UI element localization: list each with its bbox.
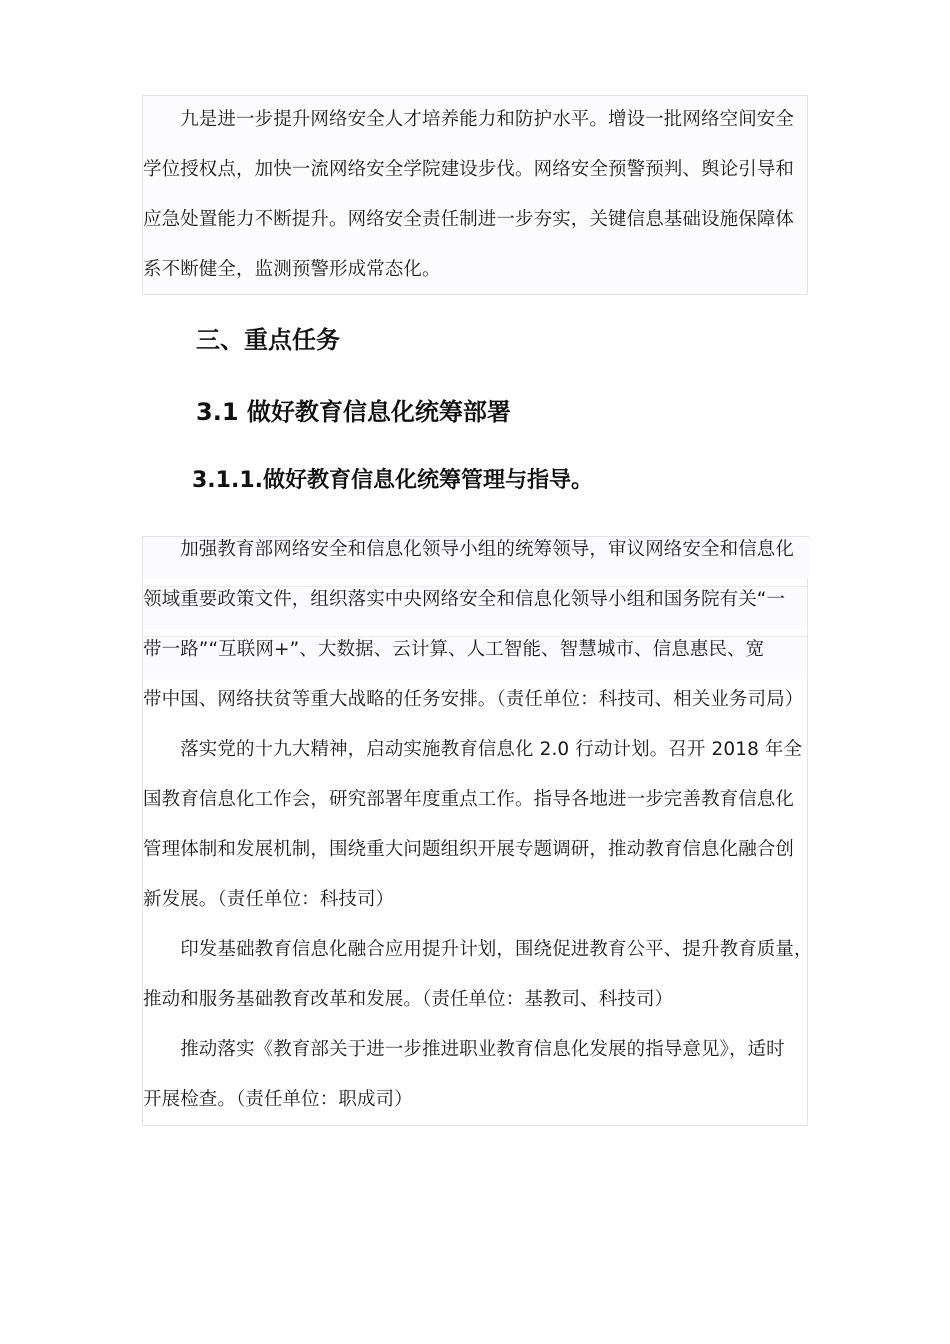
- body-line-6: 国教育信息化工作会，研究部署年度重点工作。指导各地进一步完善教育信息化: [143, 789, 795, 810]
- body-paragraphs: [142, 536, 813, 1126]
- section-heading: 三、重点任务: [196, 326, 340, 354]
- body-line-9: 印发基础教育信息化融合应用提升计划，围绕促进教育公平、提升教育质量，: [143, 939, 813, 960]
- body-line-8: 新发展。（责任单位：科技司）: [143, 889, 395, 910]
- intro-line-1: 九是进一步提升网络安全人才培养能力和防护水平。增设一批网络空间安全: [143, 109, 795, 130]
- intro-line-3: 应急处置能力不断提升。网络安全责任制进一步夯实，关键信息基础设施保障体: [143, 209, 795, 230]
- body-line-12: 开展检查。（责任单位：职成司）: [143, 1089, 413, 1110]
- body-line-7: 管理体制和发展机制，围绕重大问题组织开展专题调研，推动教育信息化融合创: [143, 839, 795, 860]
- body-line-5: 落实党的十九大精神，启动实施教育信息化 2.0 行动计划。召开 2018 年全: [143, 739, 803, 760]
- intro-line-4: 系不断健全，监测预警形成常态化。: [143, 259, 441, 280]
- body-line-3: 带一路”“互联网+”、大数据、云计算、人工智能、智慧城市、信息惠民、宽: [143, 639, 765, 660]
- body-line-11: 推动落实《教育部关于进一步推进职业教育信息化发展的指导意见》，适时: [143, 1039, 785, 1060]
- intro-paragraph: [142, 95, 808, 295]
- body-line-10: 推动和服务基础教育改革和发展。（责任单位：基教司、科技司）: [143, 989, 674, 1010]
- intro-line-2: 学位授权点，加快一流网络安全学院建设步伐。网络安全预警预判、舆论引导和: [143, 159, 795, 180]
- subsection-heading: 3.1 做好教育信息化统筹部署: [196, 398, 511, 426]
- body-line-2: 领域重要政策文件，组织落实中央网络安全和信息化领导小组和国务院有关“一: [143, 589, 786, 610]
- body-line-1: 加强教育部网络安全和信息化领导小组的统筹领导，审议网络安全和信息化: [143, 539, 795, 560]
- item-heading: 3.1.1.做好教育信息化统筹管理与指导。: [192, 468, 593, 493]
- body-line-4: 带中国、网络扶贫等重大战略的任务安排。（责任单位：科技司、相关业务司局）: [143, 689, 804, 710]
